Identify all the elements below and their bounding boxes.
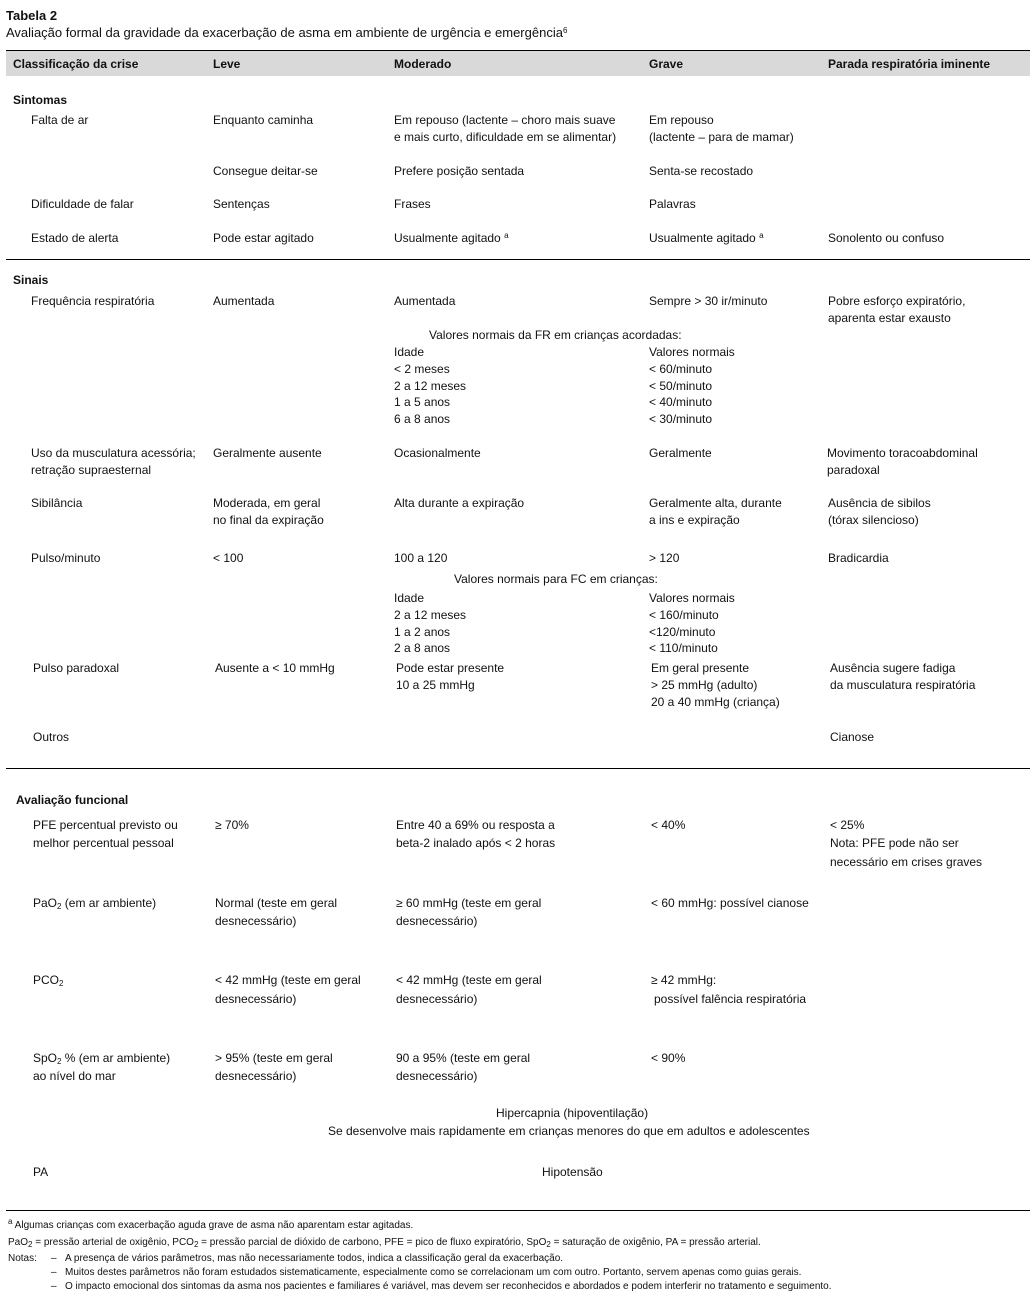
cell: 90 a 95% (teste em geral [396,1051,531,1065]
note: O impacto emocional dos sintomas da asma nos pacientes e familiares é variável, mas devem ser reconhecidos e abordados e podem interferir no tratamento e seguimento. [65,1281,832,1292]
cell: Em repouso (lactente – choro mais suave [394,113,616,127]
list-item: < 2 meses [394,362,450,376]
row-label-paradoxal: Pulso paradoxal [33,661,120,675]
footnote-a: $^a$ Algumas crianças com exacerbação aguda grave de asma não aparentam estar agitadas. [8,1217,414,1231]
list-item: < 30/minuto [649,412,713,426]
list-item: < 50/minuto [649,379,713,393]
table-header [6,50,1030,76]
cell: Enquanto caminha [213,113,314,127]
cell: Usualmente agitado $^a$ [649,231,764,245]
fr-idade-header: Idade [394,345,425,359]
cell: Pobre esforço expiratório, [828,294,966,308]
cell: Em repouso [649,113,714,127]
cell: Ocasionalmente [394,446,481,460]
cell: < 100 [213,551,244,565]
list-item: 2 a 12 meses [394,379,467,393]
row-label-spo2-2: ao nível do mar [33,1069,116,1083]
cell: < 60 mmHg: possível cianose [651,896,809,910]
fc-idade-header: Idade [394,591,425,605]
row-label-sibilancia: Sibilância [31,496,83,510]
row-label-pfe-2: melhor percentual pessoal [33,836,174,850]
cell: ≥ 42 mmHg: [651,973,717,987]
cell: paradoxal [827,463,880,477]
cell: a ins e expiração [649,513,740,527]
cell: Hipotensão [542,1165,603,1179]
cell: ≥ 70% [215,818,249,832]
list-item: < 110/minuto [649,641,718,655]
cell: Aumentada [394,294,456,308]
cell: necessário em crises graves [830,855,983,869]
row-label-pao2: PaO$_2$ (em ar ambiente) [33,896,157,911]
cell: < 42 mmHg (teste em geral [215,973,361,987]
cell: desnecessário) [215,992,297,1006]
cell: ≥ 60 mmHg (teste em geral [396,896,542,910]
row-label-fr: Frequência respiratória [31,294,155,308]
hipercapnia-desc: Se desenvolve mais rapidamente em crianças menores do que em adultos e adolescentes [328,1124,810,1138]
cell: desnecessário) [396,1069,478,1083]
cell: beta-2 inalado após < 2 horas [396,836,556,850]
cell: 10 a 25 mmHg [396,678,475,692]
fc-valores-header: Valores normais [649,591,735,605]
cell: Sentenças [213,197,270,211]
row-label-musc-2: retração supraesternal [31,463,152,477]
cell: Moderada, em geral [213,496,321,510]
row-label-outros: Outros [33,730,70,744]
fr-valores-header: Valores normais [649,345,735,359]
note: Muitos destes parâmetros não foram estudados sistematicamente, especialmente como se correlacionam um com outro. Portanto, servem apenas como guias gerais. [65,1267,802,1278]
cell: Nota: PFE pode não ser [830,836,959,850]
header-leve: Leve [213,57,241,71]
cell: Geralmente ausente [213,446,322,460]
cell: Geralmente alta, durante [649,496,782,510]
row-label-pfe: PFE percentual previsto ou [33,818,178,832]
cell: Usualmente agitado $^a$ [394,231,509,245]
cell: Geralmente [649,446,712,460]
cell: possível falência respiratória [654,992,807,1006]
cell: > 120 [649,551,680,565]
header-classification: Classificação da crise [13,57,139,71]
cell: Sonolento ou confuso [828,231,945,245]
header-grave: Grave [649,57,684,71]
cell: 100 a 120 [394,551,448,565]
table-label: Tabela 2 [6,8,58,23]
cell: Cianose [830,730,875,744]
cell: Ausência de sibilos [828,496,931,510]
list-item: 6 a 8 anos [394,412,451,426]
row-label-musc: Uso da musculatura acessória; [31,446,196,460]
cell: < 90% [651,1051,686,1065]
cell: < 42 mmHg (teste em geral [396,973,542,987]
note-dash: – [51,1253,57,1264]
cell: < 25% [830,818,865,832]
cell: Em geral presente [651,661,750,675]
table-caption: Avaliação formal da gravidade da exacerbação de asma em ambiente de urgência e emergência$^6$ [6,25,568,40]
header-moderado: Moderado [394,57,452,71]
list-item: 1 a 5 anos [394,395,451,409]
section-sinais: Sinais [13,273,49,287]
cell: (tórax silencioso) [828,513,919,527]
cell: Entre 40 a 69% ou resposta a [396,818,555,832]
cell: desnecessário) [215,914,297,928]
cell: Pode estar agitado [213,231,314,245]
section-funcional: Avaliação funcional [16,793,129,807]
cell: > 95% (teste em geral [215,1051,333,1065]
list-item: 1 a 2 anos [394,625,451,639]
cell: Prefere posição sentada [394,164,525,178]
list-item: < 160/minuto [649,608,719,622]
row-label-pa: PA [33,1165,49,1179]
cell: Movimento toracoabdominal [827,446,978,460]
cell: Palavras [649,197,696,211]
note: A presença de vários parâmetros, mas não necessariamente todos, indica a classificação geral da exacerbação. [65,1253,564,1264]
cell: Consegue deitar-se [213,164,318,178]
note-dash: – [51,1267,57,1278]
cell: aparenta estar exausto [828,311,951,325]
row-label-pulso: Pulso/minuto [31,551,101,565]
cell: desnecessário) [396,914,478,928]
cell: da musculatura respiratória [830,678,976,692]
header-parada: Parada respiratória iminente [828,57,991,71]
notas-label: Notas: [8,1253,37,1264]
cell: desnecessário) [215,1069,297,1083]
list-item: <120/minuto [649,625,716,639]
fr-normal-title: Valores normais da FR em crianças acordadas: [429,328,682,342]
hipercapnia-title: Hipercapnia (hipoventilação) [496,1106,649,1120]
cell: 20 a 40 mmHg (criança) [651,695,780,709]
cell: Ausente a < 10 mmHg [215,661,335,675]
cell: desnecessário) [396,992,478,1006]
list-item: < 60/minuto [649,362,713,376]
row-label-pco2: $PCO_2$ [33,973,64,988]
footnote-abbr: PaO$_2$ = pressão arterial de oxigênio, $PCO_2$ = pressão parcial de dióxido de carbono, PFE = pico de fluxo expiratório, SpO$_2$ = saturação de oxigênio, PA = pressão arterial. [8,1237,761,1249]
row-label-alerta: Estado de alerta [31,231,119,245]
list-item: 2 a 12 meses [394,608,467,622]
divider [6,1210,1030,1211]
note-dash: – [51,1281,57,1292]
cell: (lactente – para de mamar) [649,130,794,144]
cell: Pode estar presente [396,661,505,675]
cell: Senta-se recostado [649,164,754,178]
cell: Frases [394,197,431,211]
cell: Aumentada [213,294,275,308]
cell: < 40% [651,818,686,832]
row-label-falta-ar: Falta de ar [31,113,89,127]
cell: Bradicardia [828,551,889,565]
list-item: 2 a 8 anos [394,641,451,655]
cell: Normal (teste em geral [215,896,338,910]
divider [6,768,1030,769]
row-label-spo2: SpO$_2$ % (em ar ambiente) [33,1051,171,1066]
divider [6,259,1030,260]
row-label-falar: Dificuldade de falar [31,197,134,211]
cell: Ausência sugere fadiga [830,661,956,675]
cell: > 25 mmHg (adulto) [651,678,758,692]
section-sintomas: Sintomas [13,93,68,107]
cell: no final da expiração [213,513,324,527]
cell: Alta durante a expiração [394,496,525,510]
cell: e mais curto, dificuldade em se alimentar) [394,130,617,144]
cell: Sempre > 30 ir/minuto [649,294,768,308]
fc-normal-title: Valores normais para FC em crianças: [454,572,658,586]
list-item: < 40/minuto [649,395,713,409]
